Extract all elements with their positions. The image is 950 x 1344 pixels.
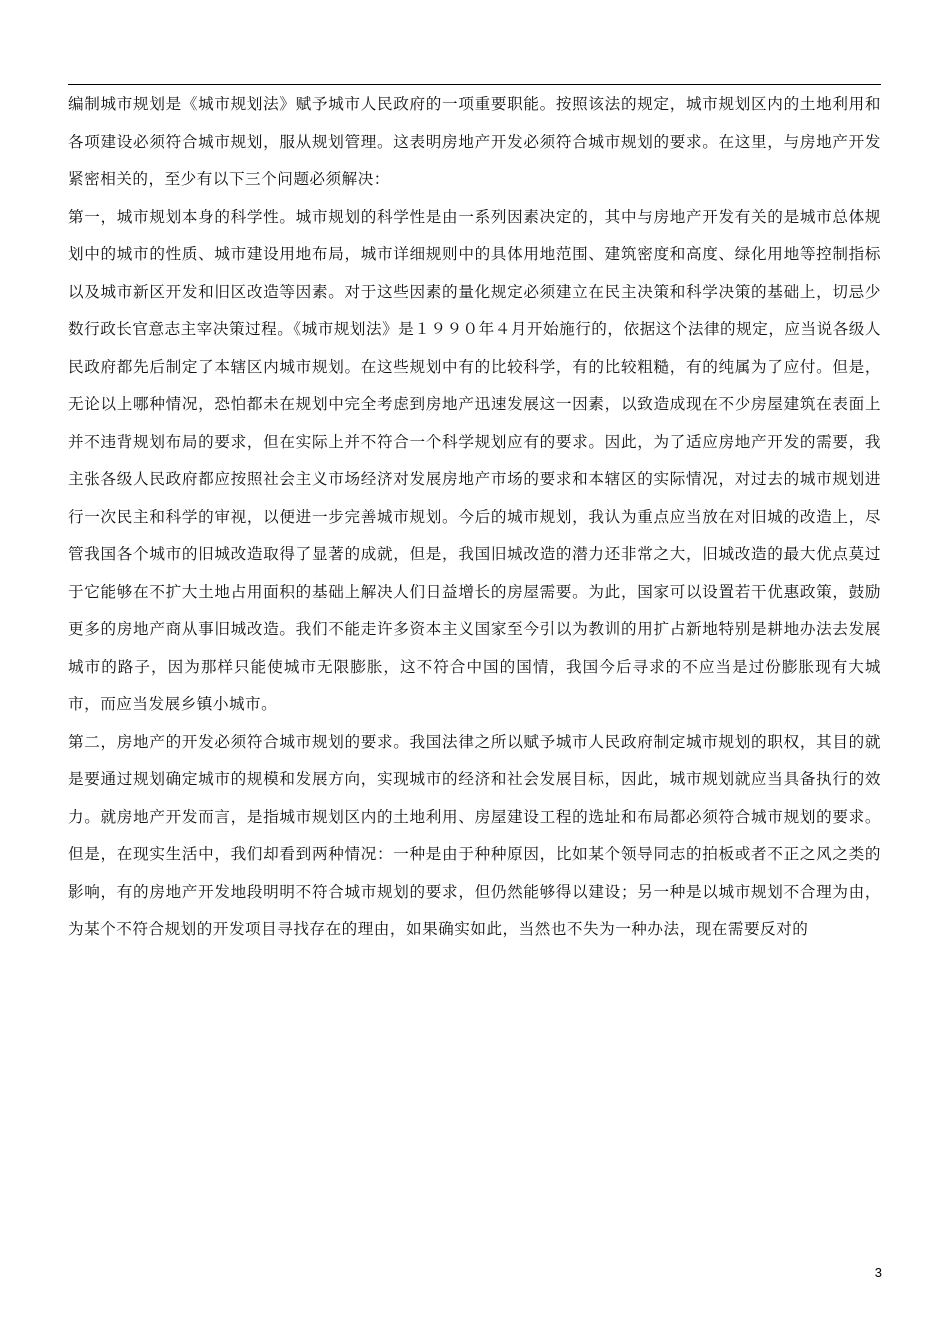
header-rule	[68, 84, 881, 85]
paragraph-intro: 编制城市规划是《城市规划法》赋予城市人民政府的一项重要职能。按照该法的规定，城市规划区内的土地利用和各项建设必须符合城市规划，服从规划管理。这表明房地产开发必须符合城市规划的要求。在这里，与房地产开发紧密相关的，至少有以下三个问题必须解决：	[68, 95, 881, 188]
page-number: 3	[874, 1265, 882, 1280]
document-body	[68, 86, 881, 949]
paragraph-second-point: 第二，房地产的开发必须符合城市规划的要求。我国法律之所以赋予城市人民政府制定城市规划的职权，其目的就是要通过规划确定城市的规模和发展方向，实现城市的经济和社会发展目标，因此，城市规划就应当具备执行的效力。就房地产开发而言，是指城市规划区内的土地利用、房屋建设工程的选址和布局都必须符合城市规划的要求。但是，在现实生活中，我们却看到两种情况：一种是由于种种原因，比如某个领导同志的拍板或者不正之风之类的影响，有的房地产开发地段明明不符合城市规划的要求，但仍然能够得以建设；另一种是以城市规划不合理为由，为某个不符合规划的开发项目寻找存在的理由，如果确实如此，当然也不失为一种办法，现在需要反对的	[68, 732, 881, 938]
paragraph-first-point: 第一，城市规划本身的科学性。城市规划的科学性是由一系列因素决定的，其中与房地产开发有关的是城市总体规划中的城市的性质、城市建设用地布局，城市详细规则中的具体用地范围、建筑密度和高度、绿化用地等控制指标以及城市新区开发和旧区改造等因素。对于这些因素的量化规定必须建立在民主决策和科学决策的基础上，切忌少数行政长官意志主宰决策过程。《城市规划法》是１９９０年４月开始施行的，依据这个法律的规定，应当说各级人民政府都先后制定了本辖区内城市规划。在这些规划中有的比较科学，有的比较粗糙，有的纯属为了应付。但是，无论以上哪种情况，恐怕都未在规划中完全考虑到房地产迅速发展这一因素，以致造成现在不少房屋建筑在表面上并不违背规划布局的要求，但在实际上并不符合一个科学规划应有的要求。因此，为了适应房地产开发的需要，我主张各级人民政府都应按照社会主义市场经济对发展房地产市场的要求和本辖区的实际情况，对过去的城市规划进行一次民主和科学的审视，以便进一步完善城市规划。今后的城市规划，我认为重点应当放在对旧城的改造上，尽管我国各个城市的旧城改造取得了显著的成就，但是，我国旧城改造的潜力还非常之大，旧城改造的最大优点莫过于它能够在不扩大土地占用面积的基础上解决人们日益增长的房屋需要。为此，国家可以设置若干优惠政策，鼓励更多的房地产商从事旧城改造。我们不能走许多资本主义国家至今引以为教训的用扩占新地特别是耕地办法去发展城市的路子，因为那样只能使城市无限膨胀，这不符合中国的国情，我国今后寻求的不应当是过份膨胀现有大城市，而应当发展乡镇小城市。	[68, 207, 881, 713]
